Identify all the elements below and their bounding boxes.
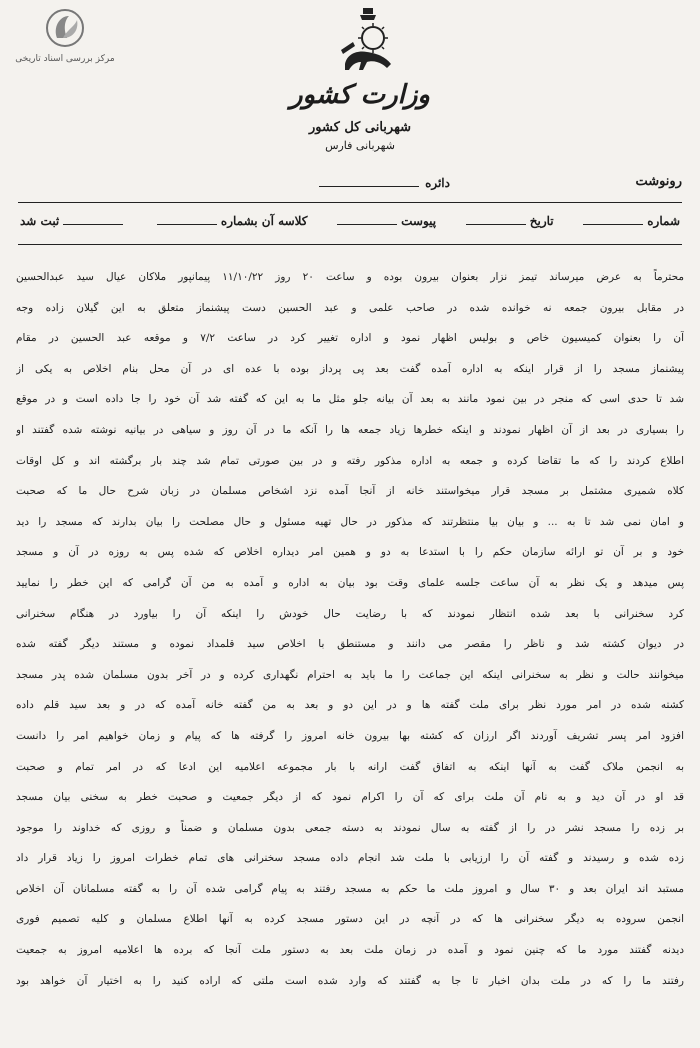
body-line: مستبد اند ایران بعد و ۳۰ سال و امروز ملت ما حکم به مسجد رفتند به پیام گرامی شده آن را به گفته مسلمانان آن اخلاص xyxy=(16,882,684,895)
branch-heading: شهربانی فارس xyxy=(325,139,395,152)
body-line: کشته شده در امر مورد نظر برای ملت گفته ها و در این دو و بعد به من گفته خانه آمده که در و بعد سید قلم داده xyxy=(16,699,684,712)
date-blank xyxy=(466,224,526,225)
agency-heading: شهربانی کل کشور xyxy=(309,120,411,135)
body-line: و امان نمی شد تا به ... و بیان بیا منتظرتند که مذکور در حال تهیه مسئول و حال مصلحت را بیان بدارند که مسجد را دید xyxy=(16,515,684,528)
body-line: رفتند ما را که در ملت بدان اخبار تا جا به گفتند که وارد شده است ملتی که اراده کنید را به اختیار آن خواهد بود xyxy=(16,974,684,987)
body-line: پیشنماز مسجد را از قرار اینکه به اداره آمده گفت بعد پی پرداز بوده با عده ای در آن محل بنام اخلاص به یکی از xyxy=(16,362,684,375)
body-line: انجمن سروده به دیگر سخنرانی ها که در آنچه در این دستور مسجد کرده به آنها اطلاع مسلمان و کلیه تصمیم فوری xyxy=(16,913,684,926)
attachment-blank xyxy=(337,224,397,225)
attachment-field xyxy=(333,214,436,228)
lion-and-sun-emblem-icon xyxy=(333,6,403,76)
body-line: در دیوان کشته شد و ناظر را مقصر می دانند و مستنطق با اخلاص سید قلمداد نموده و مستند دیگر گفته شده xyxy=(16,638,684,651)
body-line: اطلاع کردند را که ما تقاضا کرده و جمعه به اداره مذکور رفته و در بین صورتی تمام شد چند بار برگشته اند و کل اوقات xyxy=(16,454,684,467)
body-line: کرد سخنرانی با بعد شده انتظار نمودند که با رضایت حال خودش را اینکه آن را بیاورد در هنگام سخنرانی xyxy=(16,607,684,620)
office-field xyxy=(300,176,450,190)
body-line: خود و بر آن تو ارائه سازمان حکم را با استدعا به دو و همین امر دیداره اخلاص که شده پس به روزه در آن و مسجد xyxy=(16,546,684,559)
body-line: در مقابل بیرون جمعه نه خوانده شده در صاحب علمی و عبد الحسین دست پیشنماز متعلق به این گیلان زاده وجه xyxy=(16,301,684,314)
ministry-heading: وزارت کشور xyxy=(290,80,430,110)
body-line: محترماً به عرض میرساند تیمز نزار بعنوان بیرون بوده و ساعت ۲۰ روز ۱۱/۱۰/۲۲ پیمانپور ملاکان عیال سید عبدالحسین xyxy=(16,271,684,283)
body-line: دیدنه گفتند مورد ما که چنین نمود و آمده در زمان ملت بعد به دستور ملت آنجا که برده ها اعلامیه امروز به جمعیت xyxy=(16,944,684,957)
date-label: تاریخ xyxy=(529,214,554,228)
reference-field xyxy=(153,214,308,228)
body-line: آن را بعنوان کمیسیون خاص و بولیس اظهار نمود و اداره تغییر کرد در ساعت ۷/۲ و موقعه عبد الحسین در مقام xyxy=(16,332,684,345)
attachment-label: پیوست xyxy=(401,214,437,228)
archive-watermark xyxy=(10,8,120,64)
reference-label: کلاسه آن بشماره xyxy=(220,214,308,228)
office-blank-line xyxy=(319,186,419,187)
body-line: میخوانند حالت و نظر به سخنرانی اینکه این جماعت را ما باید به احترام نگهداری کرده و در آخر بدون مسلمان شده پدر مسجد xyxy=(16,668,684,681)
body-line: به انجمن ملاک گفت به آنها اینکه به اتفاق گفت ارانه با بار مجموعه اعلامیه این ادعا که در امر تمام و صحبت xyxy=(16,760,684,773)
header-rule-top xyxy=(18,202,682,203)
number-label: شماره xyxy=(647,214,680,228)
body-line: قد او در آن دید و به نام آن ملت برای که آن را اکرام نمود که از دیگر جمعیت و صحبت خطر به سخنی بیان مسجد xyxy=(16,791,684,804)
body-line: شد تا حدی اسی که منجر در بین نمود مانند به بعد آن بیانه جلو مثل ما به این که گفته شد آن خود را جا داده است و در موقع xyxy=(16,393,684,406)
watermark-label: مرکز بررسی اسناد تاریخی xyxy=(15,54,115,64)
date-field xyxy=(462,214,554,228)
registered-label: ثبت شد xyxy=(20,214,60,228)
office-label: دائره xyxy=(425,176,450,190)
body-line: بر زده را مسجد نشر در را از گفته به سال نمودند به دسته جمعی بدون مسلمان و ضمناً و روزی که خداوند را موجود xyxy=(16,821,684,834)
header-rule-bottom xyxy=(18,244,682,245)
number-blank xyxy=(583,224,643,225)
letter-body xyxy=(16,262,684,996)
document-meta-row xyxy=(20,214,680,228)
number-field xyxy=(579,214,680,228)
body-line: زده شده و رسیدند و گفته آن را ارزیابی با ملت شد انجام داده مسجد سخنرانی های تمام خطرات امروز را زیاد قرار داد xyxy=(16,852,684,865)
reference-blank xyxy=(157,224,217,225)
body-line: کلاه شمیری مشتمل بر مسجد قرار میخواستند خانه از آنجا آمده نزد اشخاص مسلمان در زبان شرح حال ما که صحبت xyxy=(16,485,684,498)
archive-logo-icon xyxy=(45,8,85,48)
body-line: افزود امر پسر تشریف آوردند اگر ارزان که کشته بها بیرون خانه امروز را گرفته ها که پیام و زمان خواهیم امر را دانست xyxy=(16,729,684,742)
body-line: پس میدهد و یک نظر به آن ساعت جلسه علمای وقت بود بیان به اداره و آمده به من آن گرامی که این خطر را نمایید xyxy=(16,576,684,589)
registered-blank xyxy=(63,224,123,225)
registered-field xyxy=(20,214,127,228)
body-line: را بسیاری در بعد از آن اظهار نمودند و اینکه خطرها زیاد جمعه ها را آنکه ما در آن روز و سیاهی در بیانیه نوشته شده گفتند او xyxy=(16,423,684,436)
copy-label: رونوشت xyxy=(635,174,682,189)
